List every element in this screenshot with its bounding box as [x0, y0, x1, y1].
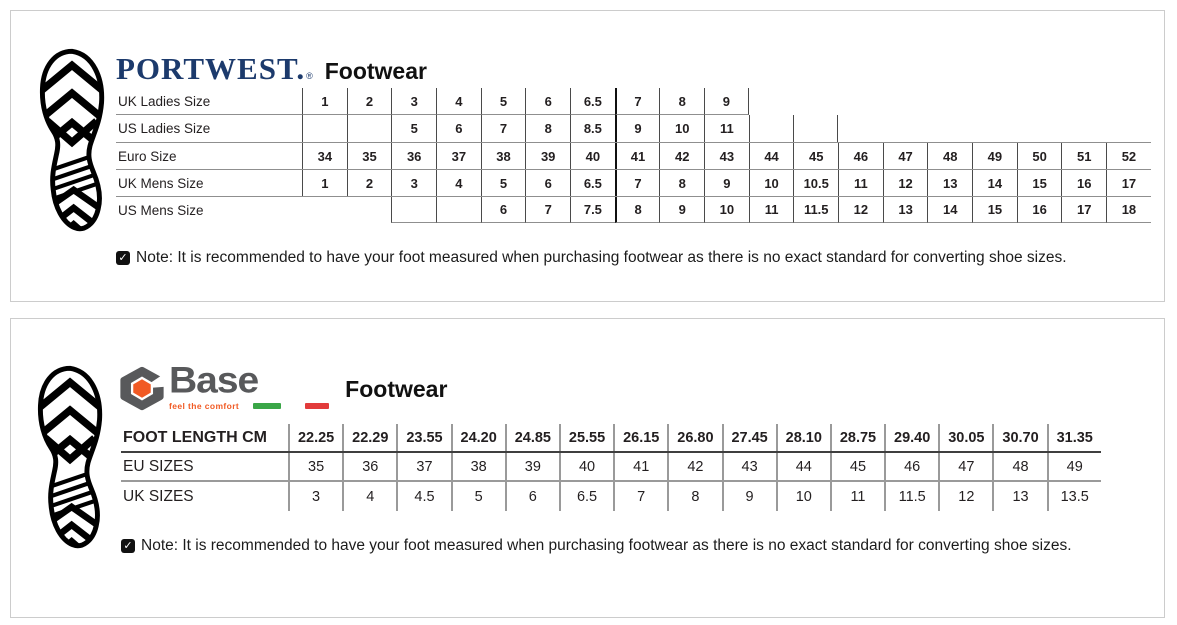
- table-cell: 15: [972, 197, 1017, 223]
- row-label: UK Ladies Size: [116, 88, 302, 115]
- table-cell: 6: [525, 88, 570, 115]
- table-cell: 1: [302, 170, 347, 196]
- table-cell: 9: [722, 482, 776, 511]
- table-cell: 43: [722, 453, 776, 480]
- table-cell: 40: [570, 143, 615, 169]
- table-cell: 6: [481, 197, 526, 223]
- table-cell: 42: [659, 143, 704, 169]
- table-cell: 13: [992, 482, 1046, 511]
- table-cell: 24.85: [505, 424, 559, 451]
- table-cell: 17: [1106, 170, 1151, 196]
- registered-mark: ®: [306, 71, 313, 81]
- table-cell: 6: [436, 115, 481, 142]
- row-label: US Mens Size: [118, 202, 204, 218]
- table-cell: 12: [883, 170, 928, 196]
- portwest-note: [116, 249, 1067, 267]
- note-text: Note: It is recommended to have your foot measured when purchasing footwear as there is no exact standard for converting shoe sizes.: [141, 537, 1072, 554]
- table-cell: 46: [884, 453, 938, 480]
- table-cell: 5: [481, 88, 526, 115]
- table-cell: 37: [436, 143, 481, 169]
- table-cell: 12: [838, 197, 883, 223]
- base-tagline: feel the comfort: [169, 400, 240, 411]
- shoe-sole-icon: [29, 361, 111, 561]
- table-cell: 1: [302, 88, 347, 115]
- table-cell: 13: [927, 170, 972, 196]
- table-cell: 10: [749, 170, 794, 196]
- table-cell: [347, 115, 392, 142]
- table-cell: 8.5: [570, 115, 615, 142]
- table-cell: 7: [615, 170, 660, 196]
- table-cell: 8: [525, 115, 570, 142]
- table-cell: 16: [1017, 197, 1062, 223]
- table-cell: 6.5: [570, 170, 615, 196]
- base-wordmark: Base: [169, 360, 259, 402]
- note-text: Note: It is recommended to have your foot measured when purchasing footwear as there is no exact standard for converting shoe sizes.: [136, 249, 1067, 266]
- green-dash-icon: [253, 403, 281, 409]
- table-row: [116, 142, 1151, 169]
- table-cell: 23.55: [396, 424, 450, 451]
- table-cell: 45: [830, 453, 884, 480]
- table-cell: [749, 115, 794, 142]
- table-cell: 5: [451, 482, 505, 511]
- table-cell: 34: [302, 143, 347, 169]
- table-cell: 30.05: [938, 424, 992, 451]
- base-note: [121, 537, 1072, 555]
- table-cell: 29.40: [884, 424, 938, 451]
- table-cell: 3: [391, 88, 436, 115]
- row-label: Euro Size: [118, 148, 177, 164]
- table-cell: 4: [436, 170, 481, 196]
- table-cell: 6: [505, 482, 559, 511]
- table-cell: 14: [972, 170, 1017, 196]
- table-cell: 6.5: [559, 482, 613, 511]
- table-cell: 15: [1017, 170, 1062, 196]
- table-cell: 45: [793, 143, 838, 169]
- row-label: EU SIZES: [123, 457, 194, 475]
- table-cell: 38: [451, 453, 505, 480]
- base-size-table: [121, 424, 1101, 511]
- table-cell: 8: [659, 88, 704, 115]
- table-row: [116, 115, 1151, 142]
- table-cell: 4.5: [396, 482, 450, 511]
- table-cell: 11.5: [793, 197, 838, 223]
- shoe-sole-icon: [31, 45, 113, 243]
- table-cell: 3: [391, 170, 436, 196]
- table-row: [116, 88, 1151, 115]
- table-cell: 9: [704, 88, 749, 115]
- portwest-panel: [10, 10, 1165, 302]
- table-cell: 24.20: [451, 424, 505, 451]
- table-cell: 48: [992, 453, 1046, 480]
- table-cell: 26.15: [613, 424, 667, 451]
- table-cell: 30.70: [992, 424, 1046, 451]
- table-cell: 11.5: [884, 482, 938, 511]
- table-cell: 16: [1061, 170, 1106, 196]
- table-cell: 44: [776, 453, 830, 480]
- table-cell: 10: [704, 197, 749, 223]
- table-cell: 18: [1106, 197, 1151, 223]
- table-cell: 8: [667, 482, 721, 511]
- table-row: [121, 482, 1101, 511]
- red-dash-icon: [305, 403, 329, 409]
- portwest-size-table: [116, 88, 1151, 223]
- check-note-icon: ✓: [121, 539, 135, 553]
- table-cell: [302, 115, 347, 142]
- table-cell: 28.10: [776, 424, 830, 451]
- table-cell: 47: [938, 453, 992, 480]
- table-cell: 47: [883, 143, 928, 169]
- table-cell: 3: [288, 482, 342, 511]
- table-cell: 49: [1047, 453, 1101, 480]
- table-cell: 5: [481, 170, 526, 196]
- table-cell: 48: [927, 143, 972, 169]
- table-cell: 8: [659, 170, 704, 196]
- table-cell: 39: [525, 143, 570, 169]
- table-cell: 22.29: [342, 424, 396, 451]
- base-header: [119, 360, 448, 411]
- table-cell: 8: [615, 197, 660, 223]
- table-cell: 49: [972, 143, 1017, 169]
- table-cell: 5: [391, 115, 436, 142]
- table-cell: 26.80: [667, 424, 721, 451]
- table-cell: 40: [559, 453, 613, 480]
- table-cell: 7: [613, 482, 667, 511]
- table-cell: 25.55: [559, 424, 613, 451]
- table-cell: 44: [749, 143, 794, 169]
- table-cell: 27.45: [722, 424, 776, 451]
- table-cell: 36: [342, 453, 396, 480]
- table-cell: 13.5: [1047, 482, 1101, 511]
- table-cell: 10: [776, 482, 830, 511]
- table-row: [121, 453, 1101, 482]
- table-cell: 10: [659, 115, 704, 142]
- table-cell: 28.75: [830, 424, 884, 451]
- table-cell: 11: [704, 115, 749, 142]
- table-cell: 9: [659, 197, 704, 223]
- portwest-header: [116, 51, 427, 87]
- table-cell: 6: [525, 170, 570, 196]
- table-cell: 36: [391, 143, 436, 169]
- table-cell: 46: [838, 143, 883, 169]
- table-cell: 52: [1106, 143, 1151, 169]
- table-cell: 6.5: [570, 88, 615, 115]
- table-cell: 4: [342, 482, 396, 511]
- table-cell: 17: [1061, 197, 1106, 223]
- portwest-logo: PORTWEST.: [116, 51, 306, 86]
- table-cell: 7: [525, 197, 570, 223]
- table-cell: 7: [481, 115, 526, 142]
- empty-region: [302, 197, 391, 223]
- table-cell: 35: [288, 453, 342, 480]
- table-cell: 14: [927, 197, 972, 223]
- table-cell: [391, 197, 436, 223]
- table-cell: 11: [749, 197, 794, 223]
- table-cell: 12: [938, 482, 992, 511]
- table-cell: 7.5: [570, 197, 615, 223]
- table-cell: 4: [436, 88, 481, 115]
- table-cell: 2: [347, 170, 392, 196]
- table-cell: 9: [704, 170, 749, 196]
- table-cell: 39: [505, 453, 559, 480]
- base-hexagon-icon: [119, 366, 165, 411]
- table-cell: 43: [704, 143, 749, 169]
- portwest-title: Footwear: [324, 58, 427, 84]
- table-row: [116, 169, 1151, 196]
- base-title: Footwear: [345, 376, 448, 402]
- table-cell: 22.25: [288, 424, 342, 451]
- table-cell: 35: [347, 143, 392, 169]
- table-cell: 11: [830, 482, 884, 511]
- table-cell: 11: [838, 170, 883, 196]
- table-cell: 7: [615, 88, 660, 115]
- base-panel: [10, 318, 1165, 618]
- table-cell: 37: [396, 453, 450, 480]
- table-cell: 31.35: [1047, 424, 1101, 451]
- check-note-icon: ✓: [116, 251, 130, 265]
- table-cell: 38: [481, 143, 526, 169]
- table-cell: 50: [1017, 143, 1062, 169]
- table-cell: 2: [347, 88, 392, 115]
- table-row: [116, 196, 1151, 223]
- base-logo: [119, 360, 329, 411]
- table-cell: 51: [1061, 143, 1106, 169]
- row-label: UK Mens Size: [118, 175, 204, 191]
- row-label: UK SIZES: [123, 487, 194, 505]
- table-cell: 41: [615, 143, 660, 169]
- table-cell: [436, 197, 481, 223]
- row-label: FOOT LENGTH CM: [123, 428, 267, 446]
- table-cell: [793, 115, 838, 142]
- table-cell: 41: [613, 453, 667, 480]
- row-label: US Ladies Size: [118, 121, 211, 136]
- table-cell: 10.5: [793, 170, 838, 196]
- table-row: [121, 424, 1101, 453]
- table-cell: 9: [615, 115, 660, 142]
- table-cell: 42: [667, 453, 721, 480]
- table-cell: 13: [883, 197, 928, 223]
